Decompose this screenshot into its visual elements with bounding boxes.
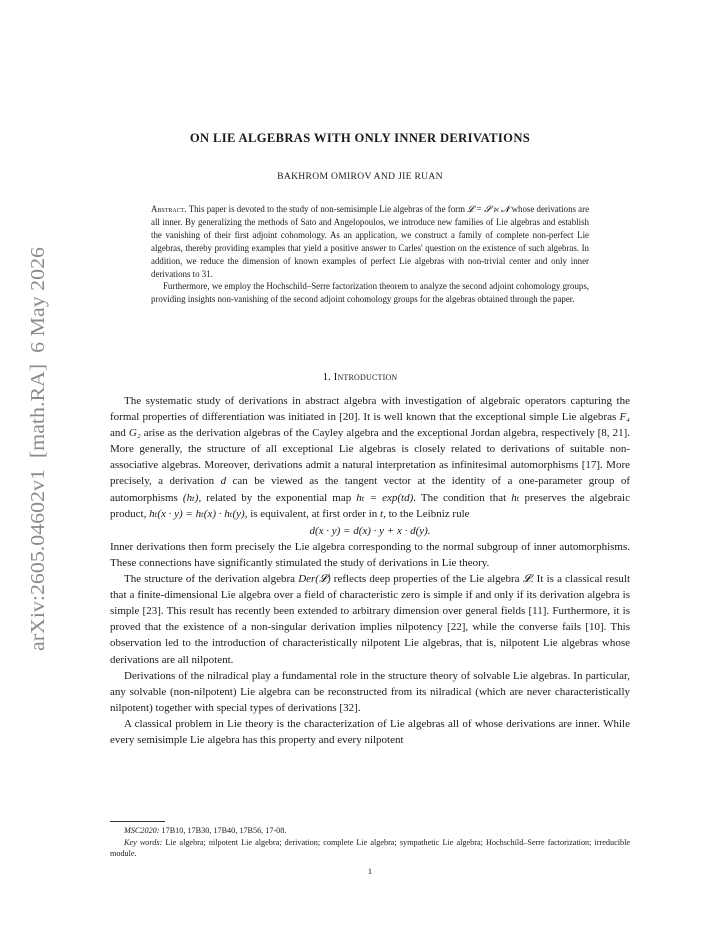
math: 𝓛	[522, 573, 531, 586]
section-heading	[0, 371, 720, 383]
text: The systematic study of derivations in abstract algebra with investigation of algebraic operators capturing the formal properties of differentiation was initiated in [20]. It is well known that the exceptional simple Lie algebras	[110, 395, 630, 424]
body-paragraph-5: A classical problem in Lie theory is the characterization of Lie algebras all of whose derivations are inner. While every semisimple Lie algebra has this property and every nilpotent	[110, 717, 630, 746]
abstract-formula: 𝓛 = 𝓢 ⋉ 𝓝	[467, 204, 510, 214]
text: , related by the exponential map	[198, 491, 357, 504]
text: The structure of the derivation algebra	[124, 573, 299, 586]
equation-text: d(x · y) = d(x) · y + x · d(y).	[309, 524, 431, 537]
math: F₄	[619, 411, 630, 424]
text: arise as the derivation algebras of the Cayley algebra and the exceptional Jordan algebra, respectively [8, 21]. More generally, the structure of all exceptional Lie algebras is closely related to derivations of suitable non-associative algebras. Moreover, derivations admit a natural interpretation as infinitesimal automorphisms [17]. More precisely, a derivation	[110, 427, 630, 488]
footnote-rule	[110, 821, 165, 822]
page-number: 1	[367, 866, 373, 876]
text: preserves the algebraic product,	[110, 491, 630, 520]
math: hₜ(x · y) = hₜ(x) · hₜ(y)	[149, 507, 245, 520]
abstract	[151, 203, 589, 306]
math: Der(𝓛)	[298, 573, 331, 586]
msc-label: MSC2020:	[124, 826, 160, 835]
body-paragraph-4: Derivations of the nilradical play a fundamental role in the structure theory of solvable Lie algebras. In particular, any solvable (non-nilpotent) Lie algebra can be reconstructed from its nilradical (which are never characteristically nilpotent) together with special types of derivations [32].	[110, 669, 630, 714]
paper-authors: BAKHROM OMIROV AND JIE RUAN	[277, 171, 443, 182]
text: can be viewed as the tangent vector at the identity of a one-parameter group of automorphisms	[110, 475, 630, 504]
body-paragraph-1	[110, 393, 630, 522]
math: d	[220, 475, 227, 488]
section-title: Introduction	[333, 371, 398, 383]
abstract-text: whose derivations are all inner. By generalizing the methods of Sato and Angelopoulos, we introduce new families of Lie algebras and establish the vanishing of their first adjoint cohomology. As an application, we construct a family of complete non-perfect Lie algebras, thereby providing examples that yield a positive answer to Carles' question on the existence of such algebras. In addition, we reduce the dimension of known examples of perfect Lie algebras with non-trivial center and only inner derivations to 31.	[151, 204, 590, 279]
abstract-paragraph-2: Furthermore, we employ the Hochschild–Serre factorization theorem to analyze the second adjoint cohomology groups, providing insights non-vanishing of the second adjoint cohomology groups for the algebras obtained through the paper.	[151, 281, 589, 305]
keywords	[110, 837, 630, 860]
abstract-paragraph-1	[151, 203, 589, 280]
arxiv-identifier-stamp	[14, 246, 54, 656]
math: hₜ	[511, 491, 520, 504]
keywords-list: Lie algebra; nilpotent Lie algebra; derivation; complete Lie algebra; sympathetic Lie algebra; Hochschild–Serre factorization; irreducible module.	[110, 837, 630, 859]
leibniz-equation	[110, 523, 630, 539]
body-text	[110, 393, 630, 748]
body-paragraph-3	[110, 571, 630, 668]
body-paragraph-2: Inner derivations then form precisely the Lie algebra corresponding to the normal subgroup of inner automorphisms. These connections have significantly stimulated the study of derivations in Lie theory.	[110, 540, 630, 569]
paper-title: ON LIE ALGEBRAS WITH ONLY INNER DERIVATIONS	[189, 131, 531, 145]
msc-classification	[110, 825, 630, 837]
footnotes	[110, 825, 630, 860]
text: reflects deep properties of the Lie algebra	[330, 573, 523, 586]
text: , to the Leibniz rule	[383, 507, 470, 520]
keywords-label: Key words:	[124, 837, 163, 847]
text: and	[110, 427, 129, 440]
arxiv-stamp-text: arXiv:2605.04602v1 [math.RA] 6 May 2026	[27, 282, 49, 651]
math: t	[380, 507, 384, 520]
math: G₂	[128, 427, 141, 440]
text: . The condition that	[413, 491, 512, 504]
text: . It is a classical result that a finite-dimensional Lie algebra over a field of characteristic zero is simple if and only if its derivation algebra is simple [23]. This result has recently been extended to arbitrary dimension over general fields [11]. Furthermore, it is proved that the existence of a non-singular derivation implies nilpotency [22], while the converse fails [10]. This observation led to the introduction of characteristically nilpotent Lie algebras, that is, nilpotent Lie algebras whose derivations are all nilpotent.	[110, 573, 630, 666]
abstract-heading: Abstract.	[151, 204, 187, 214]
section-number: 1.	[322, 371, 331, 383]
math: hₜ = exp(td)	[356, 491, 414, 504]
abstract-text: This paper is devoted to the study of non-semisimple Lie algebras of the form	[188, 204, 468, 214]
text: , is equivalent, at first order in	[244, 507, 381, 520]
math: (hₜ)	[182, 491, 199, 504]
msc-codes: 17B10, 17B30, 17B40, 17B56, 17-08.	[159, 826, 287, 835]
